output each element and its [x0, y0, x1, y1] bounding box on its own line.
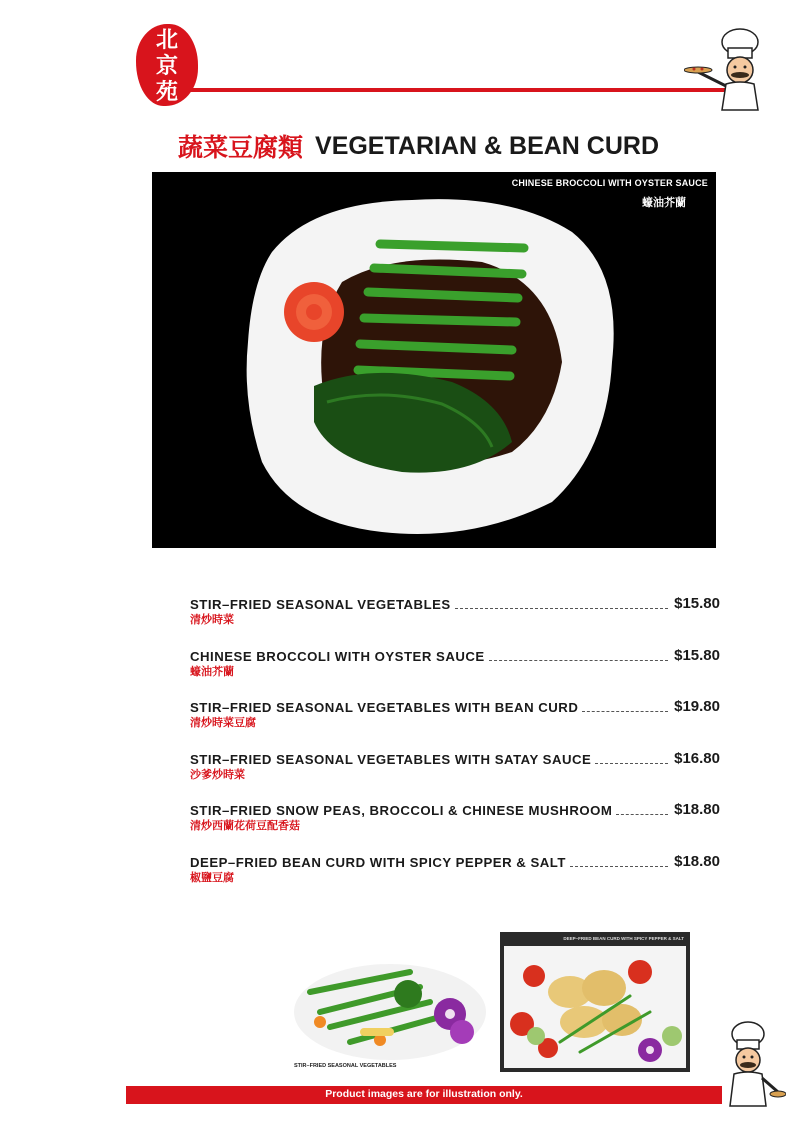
footer-bar [126, 1086, 722, 1104]
menu-item-name: STIR–FRIED SEASONAL VEGETABLES [190, 597, 451, 612]
menu-item-name: STIR–FRIED SEASONAL VEGETABLES WITH SATAY SAUCE [190, 751, 592, 767]
logo-char-1: 北 [155, 27, 178, 53]
photo-caption-right: DEEP–FRIED BEAN CURD WITH SPICY PEPPER & SALT [563, 936, 684, 941]
hero-photo [152, 172, 716, 548]
chef-mascot-icon [684, 20, 780, 112]
hero-caption-cn: 蠔油芥蘭 [642, 196, 686, 209]
leader-dots [570, 865, 668, 867]
logo-char-2: 京 [155, 53, 178, 79]
menu-item-name: STIR–FRIED SEASONAL VEGETABLES WITH BEAN CURD [190, 700, 579, 715]
menu-item-name: STIR–FRIED SNOW PEAS, BROCCOLI & CHINESE MUSHROOM [190, 803, 613, 818]
section-title-en: VEGETARIAN & BEAN CURD [315, 131, 660, 160]
menu-list [190, 592, 720, 901]
menu-item-price: $18.80 [674, 852, 720, 870]
logo-char-3: 苑 [155, 79, 178, 105]
leader-dots [455, 607, 668, 609]
menu-item [190, 798, 720, 850]
menu-item-price: $15.80 [674, 595, 720, 612]
menu-item [190, 850, 720, 902]
leader-dots [489, 659, 668, 661]
menu-item-price: $15.80 [674, 646, 720, 664]
photo-caption-left: STIR–FRIED SEASONAL VEGETABLES [294, 1063, 397, 1069]
menu-item-name-cn: 蠔油芥蘭 [190, 664, 234, 678]
leader-dots [595, 762, 668, 764]
bean-curd-illustration [500, 932, 690, 1072]
menu-item-name-cn: 清炒時菜豆腐 [190, 716, 256, 729]
menu-item-name: CHINESE BROCCOLI WITH OYSTER SAUCE [190, 648, 485, 664]
menu-item-name-cn: 椒鹽豆腐 [190, 870, 234, 884]
section-title-cn: 蔬菜豆腐類 [178, 133, 304, 162]
vegetables-illustration [290, 932, 494, 1072]
dish-photo-vegetables [290, 932, 494, 1072]
dish-photo-bean-curd [500, 932, 690, 1072]
menu-item-name-cn: 清炒西蘭花荷豆配香菇 [190, 819, 300, 832]
menu-item [190, 592, 720, 644]
hero-caption-en: CHINESE BROCCOLI WITH OYSTER SAUCE [511, 178, 708, 188]
footer-note: Product images are for illustration only. [325, 1088, 523, 1100]
header-rule [186, 88, 742, 92]
hero-dish-illustration [152, 172, 716, 548]
leader-dots [582, 710, 668, 712]
menu-item-price: $18.80 [674, 801, 720, 818]
menu-item-price: $19.80 [674, 698, 720, 715]
menu-item [190, 644, 720, 696]
menu-item-price: $16.80 [674, 749, 720, 767]
menu-item-name-cn: 清炒時菜 [190, 613, 234, 626]
menu-item-name-cn: 沙爹炒時菜 [190, 767, 245, 781]
menu-item [190, 695, 720, 747]
section-title [178, 128, 738, 162]
menu-item-name: DEEP–FRIED BEAN CURD WITH SPICY PEPPER & SALT [190, 854, 566, 870]
leader-dots [616, 813, 668, 815]
restaurant-logo [136, 24, 198, 106]
menu-item [190, 747, 720, 799]
